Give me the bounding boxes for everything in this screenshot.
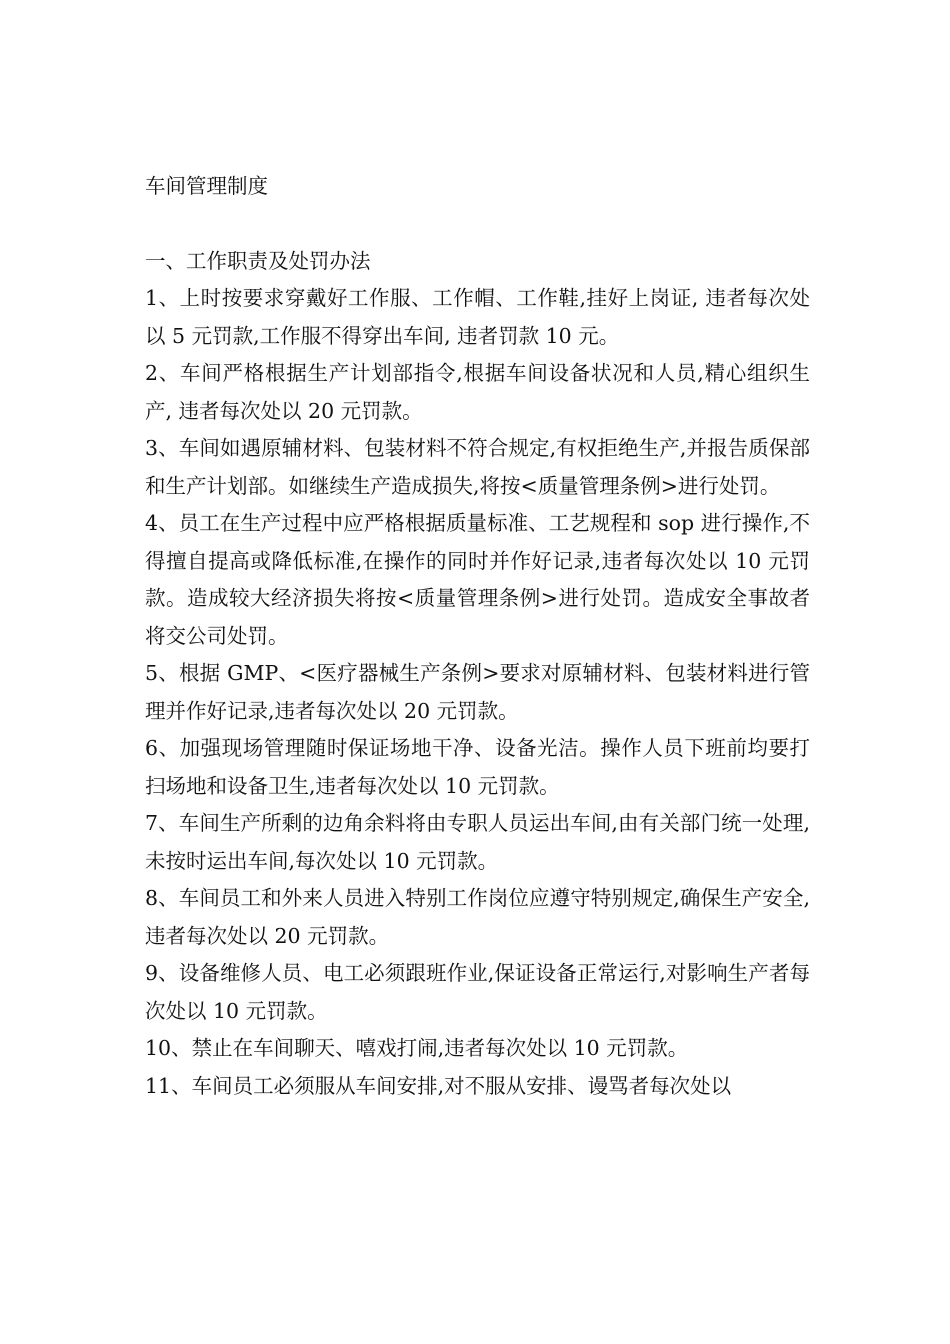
rule-item-6: 6、加强现场管理随时保证场地干净、设备光洁。操作人员下班前均要打扫场地和设备卫生,违者每次处以 10 元罚款。 xyxy=(145,736,810,798)
rule-item-10: 10、禁止在车间聊天、嘻戏打闹,违者每次处以 10 元罚款。 xyxy=(145,1036,689,1060)
document-page xyxy=(145,168,810,1105)
rule-item-7: 7、车间生产所剩的边角余料将由专职人员运出车间,由有关部门统一处理,未按时运出车间,每次处以 10 元罚款。 xyxy=(145,811,810,873)
rule-item-2: 2、车间严格根据生产计划部指令,根据车间设备状况和人员,精心组织生产, 违者每次处以 20 元罚款。 xyxy=(145,361,810,423)
section-heading: 一、工作职责及处罚办法 xyxy=(145,248,371,273)
rule-item-9: 9、设备维修人员、电工必须跟班作业,保证设备正常运行,对影响生产者每次处以 10 元罚款。 xyxy=(145,961,810,1023)
rule-item-4: 4、员工在生产过程中应严格根据质量标准、工艺规程和 sop 进行操作,不得擅自提高或降低标准,在操作的同时并作好记录,违者每次处以 10 元罚款。造成较大经济损失将按<质量管理条例>进行处罚。造成安全事故者将交公司处罚。 xyxy=(145,511,810,648)
rule-item-3: 3、车间如遇原辅材料、包装材料不符合规定,有权拒绝生产,并报告质保部和生产计划部。如继续生产造成损失,将按<质量管理条例>进行处罚。 xyxy=(145,436,810,498)
document-title: 车间管理制度 xyxy=(145,174,268,198)
rule-item-8: 8、车间员工和外来人员进入特别工作岗位应遵守特别规定,确保生产安全,违者每次处以 20 元罚款。 xyxy=(145,886,810,948)
rule-item-1: 1、上时按要求穿戴好工作服、工作帽、工作鞋,挂好上岗证, 违者每次处以 5 元罚款,工作服不得穿出车间, 违者罚款 10 元。 xyxy=(145,286,810,348)
rule-item-5: 5、根据 GMP、<医疗器械生产条例>要求对原辅材料、包装材料进行管理并作好记录,违者每次处以 20 元罚款。 xyxy=(145,661,810,723)
rule-item-11: 11、车间员工必须服从车间安排,对不服从安排、谩骂者每次处以 xyxy=(145,1073,732,1098)
